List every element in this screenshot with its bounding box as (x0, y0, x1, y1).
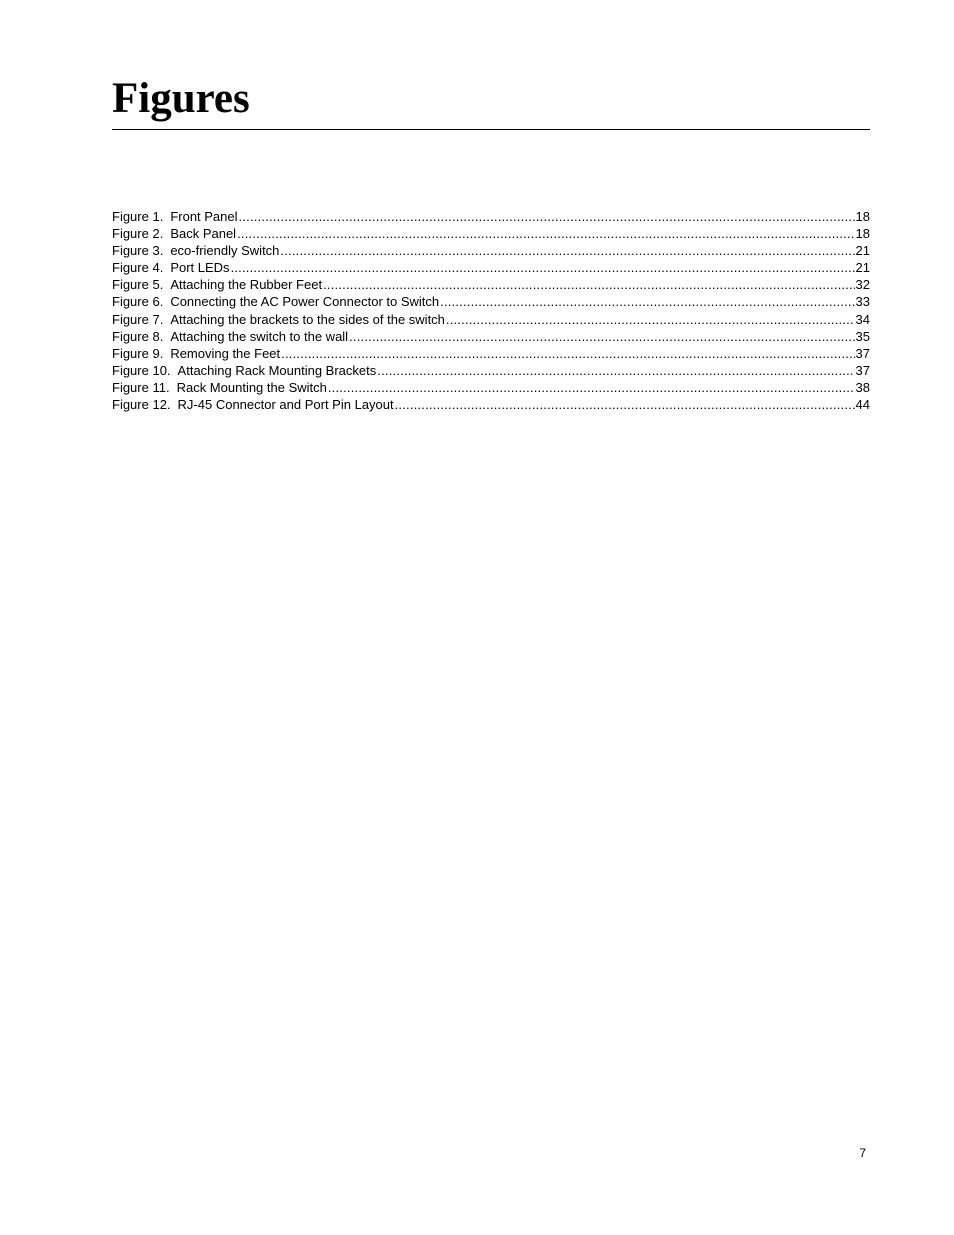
dot-leader (446, 311, 855, 328)
toc-entry-figure-2[interactable] (112, 225, 870, 242)
toc-entry-label (112, 328, 348, 345)
toc-entry-label (112, 311, 445, 328)
figure-number: Figure 5. (112, 277, 164, 293)
toc-entry-label (112, 208, 238, 225)
toc-entry-label (112, 225, 236, 242)
figure-title: Attaching the brackets to the sides of the switch (170, 311, 445, 327)
toc-entry-figure-8[interactable] (112, 328, 870, 345)
figure-page-number: 21 (855, 243, 870, 259)
dot-leader (237, 225, 854, 242)
figure-number: Figure 4. (112, 260, 164, 276)
figure-title: Back Panel (170, 226, 237, 242)
toc-entry-figure-11[interactable] (112, 379, 870, 396)
toc-entry-label (112, 379, 327, 396)
dot-leader (349, 328, 854, 345)
dot-leader (323, 276, 854, 293)
toc-entry-figure-4[interactable] (112, 259, 870, 276)
figure-title: RJ-45 Connector and Port Pin Layout (177, 397, 394, 413)
figure-number: Figure 3. (112, 243, 164, 259)
figure-page-number: 35 (855, 328, 870, 344)
toc-entry-figure-10[interactable] (112, 362, 870, 379)
toc-entry-figure-9[interactable] (112, 345, 870, 362)
dot-leader (280, 242, 854, 259)
figure-title: Rack Mounting the Switch (176, 379, 327, 395)
toc-entry-figure-6[interactable] (112, 293, 870, 310)
figure-number: Figure 1. (112, 209, 164, 224)
toc-entry-figure-3[interactable] (112, 242, 870, 259)
list-of-figures (112, 208, 870, 413)
dot-leader (281, 345, 854, 362)
dot-leader (395, 396, 855, 413)
toc-entry-figure-1[interactable] (112, 208, 870, 225)
toc-entry-figure-12[interactable] (112, 396, 870, 413)
figure-number: Figure 10. (112, 362, 171, 378)
toc-entry-label (112, 345, 280, 362)
figure-page-number: 18 (855, 226, 870, 242)
figure-title: eco-friendly Switch (170, 243, 280, 259)
figure-number: Figure 6. (112, 294, 164, 310)
figure-number: Figure 12. (112, 397, 171, 413)
figure-title: Attaching Rack Mounting Brackets (177, 362, 377, 378)
figure-page-number: 38 (855, 379, 870, 395)
figure-number: Figure 2. (112, 226, 164, 242)
toc-entry-figure-7[interactable] (112, 311, 870, 328)
figure-number: Figure 9. (112, 345, 164, 361)
dot-leader (239, 208, 855, 225)
figure-number: Figure 11. (112, 379, 170, 395)
figure-title: Port LEDs (170, 260, 230, 276)
page-number: 7 (859, 1146, 866, 1160)
figure-page-number: 37 (855, 345, 870, 361)
dot-leader (328, 379, 855, 396)
toc-entry-label (112, 293, 439, 310)
figure-number: Figure 7. (112, 311, 164, 327)
figure-title: Front Panel (170, 209, 238, 224)
dot-leader (231, 259, 855, 276)
title-divider (112, 129, 870, 130)
toc-entry-figure-5[interactable] (112, 276, 870, 293)
dot-leader (440, 293, 854, 310)
page-title: Figures (112, 75, 250, 122)
toc-entry-label (112, 276, 322, 293)
figure-page-number: 33 (855, 294, 870, 310)
figure-title: Attaching the switch to the wall (170, 328, 349, 344)
figure-page-number: 44 (855, 397, 870, 413)
toc-entry-label (112, 259, 230, 276)
dot-leader (377, 362, 854, 379)
figure-page-number: 32 (855, 277, 870, 293)
figure-title: Connecting the AC Power Connector to Switch (170, 294, 440, 310)
figure-page-number: 18 (855, 209, 870, 224)
figure-title: Removing the Feet (170, 345, 281, 361)
figure-page-number: 21 (855, 260, 870, 276)
toc-entry-label (112, 242, 279, 259)
figure-page-number: 37 (855, 362, 870, 378)
figure-title: Attaching the Rubber Feet (170, 277, 323, 293)
figure-page-number: 34 (855, 311, 870, 327)
figure-number: Figure 8. (112, 328, 164, 344)
toc-entry-label (112, 362, 376, 379)
toc-entry-label (112, 396, 394, 413)
